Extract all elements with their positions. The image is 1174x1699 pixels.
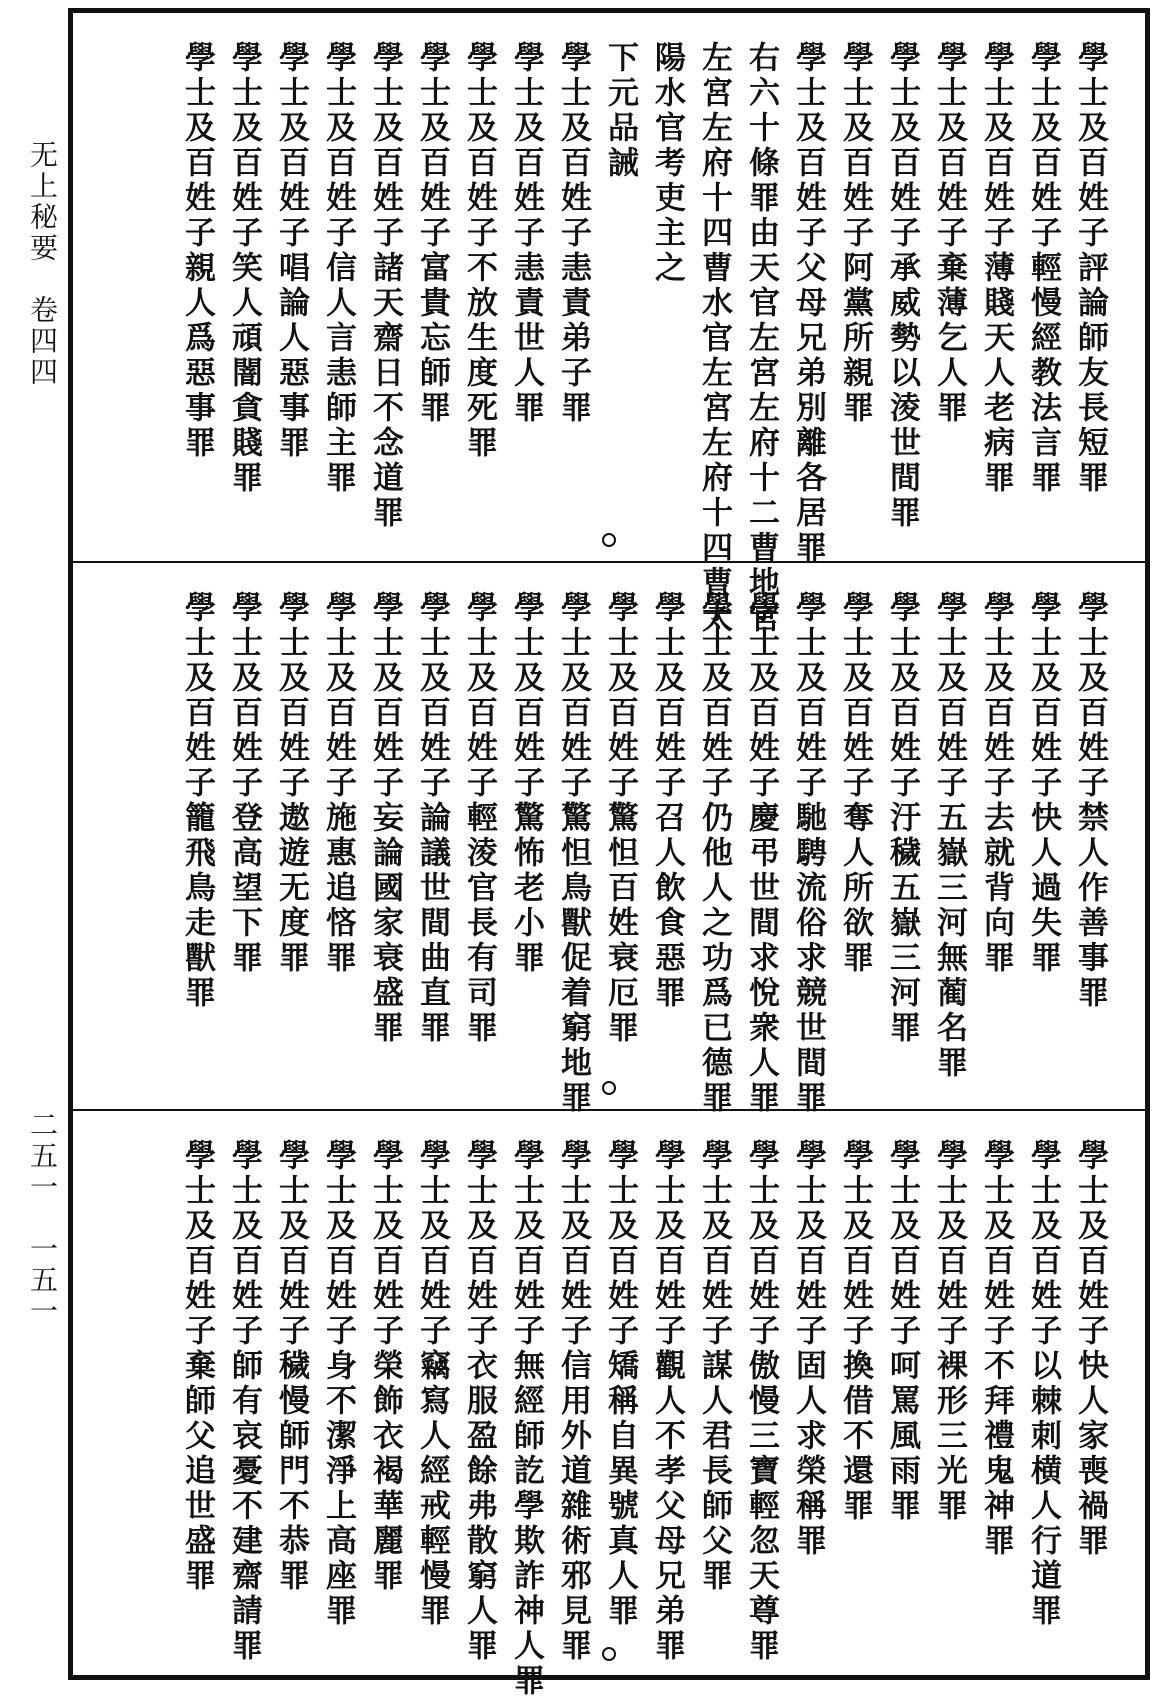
- text-column: 學士及百姓子驚怛百姓衰厄罪: [602, 591, 638, 1046]
- text-column: 學士及百姓子輕慢經教法言罪: [1025, 41, 1061, 496]
- text-column: 學士及百姓子榮飾衣褐華麗罪: [367, 1139, 403, 1594]
- page-frame: [68, 8, 1150, 1699]
- text-column: 學士及百姓子無經師訖學欺詐神人罪: [508, 1139, 544, 1699]
- text-column: 學士及百姓子禁人作善事罪: [1072, 591, 1108, 1011]
- text-column: 學士及百姓子阿黨所親罪: [837, 41, 873, 426]
- text-column: 學士及百姓子評論師友長短罪: [1072, 41, 1108, 496]
- text-column: 學士及百姓子恚責世人罪: [508, 41, 544, 426]
- circle-mark-icon: [602, 533, 616, 547]
- page-title: 无上秘要 卷四四: [26, 140, 59, 388]
- text-column: 學士及百姓子笑人頑闇貪賤罪: [226, 41, 262, 496]
- text-column: 學士及百姓子固人求榮稱罪: [790, 1139, 826, 1559]
- text-column: 學士及百姓子施惠追悋罪: [320, 591, 356, 976]
- text-column: 學士及百姓子諸天齋日不念道罪: [367, 41, 403, 531]
- text-column: 學士及百姓子不放生度死罪: [461, 41, 497, 461]
- text-block-upper: [73, 13, 1145, 636]
- text-column: 學士及百姓子矯稱自異號真人罪: [602, 1139, 638, 1629]
- text-column: 學士及百姓子輕淩官長有司罪: [461, 591, 497, 1046]
- text-column: 學士及百姓子恚責弟子罪: [555, 41, 591, 426]
- text-column: 學士及百姓子裸形三光罪: [931, 1139, 967, 1524]
- text-column: 學士及百姓子快人家喪禍罪: [1072, 1139, 1108, 1559]
- text-column: 學士及百姓子信用外道雜術邪見罪: [555, 1139, 591, 1664]
- text-column: 學士及百姓子五嶽三河無蔺名罪: [931, 591, 967, 1081]
- text-column: 學士及百姓子登高望下罪: [226, 591, 262, 976]
- text-column: 左宮左府十四曹水官左宮左府十四曹太: [696, 41, 732, 636]
- text-column: 學士及百姓子富貴忘師罪: [414, 41, 450, 426]
- text-column: 學士及百姓子親人爲惡事罪: [179, 41, 215, 461]
- text-column: 學士及百姓子換借不還罪: [837, 1139, 873, 1524]
- text-column: 學士及百姓子觀人不孝父母兄弟罪: [649, 1139, 685, 1664]
- text-column: 學士及百姓子妄論國家衰盛罪: [367, 591, 403, 1046]
- text-column: 學士及百姓子以棘刺横人行道罪: [1025, 1139, 1061, 1629]
- text-column: 學士及百姓子竊寫人經戒輕慢罪: [414, 1139, 450, 1629]
- text-column: 學士及百姓子棄師父追世盛罪: [179, 1139, 215, 1594]
- text-column: 學士及百姓子穢慢師門不恭罪: [273, 1139, 309, 1594]
- text-column: 陽水官考吏主之: [649, 41, 685, 286]
- text-column: 學士及百姓子奪人所欲罪: [837, 591, 873, 976]
- text-column: 學士及百姓子衣服盈餘弗散窮人罪: [461, 1139, 497, 1664]
- text-column: 學士及百姓子仍他人之功爲已德罪: [696, 591, 732, 1116]
- text-column: 學士及百姓子呵罵風雨罪: [884, 1139, 920, 1524]
- text-column: 學士及百姓子唱論人惡事罪: [273, 41, 309, 461]
- text-column: 學士及百姓子薄賤天人老病罪: [978, 41, 1014, 496]
- text-column: 學士及百姓子驚怖老小罪: [508, 591, 544, 976]
- text-column: 學士及百姓子棄薄乞人罪: [931, 41, 967, 426]
- text-column: 學士及百姓子信人言恚師主罪: [320, 41, 356, 496]
- text-column: 學士及百姓子慶弔世間求悅衆人罪: [743, 591, 779, 1116]
- text-column: 學士及百姓子驚怛鳥獸促着窮地罪: [555, 591, 591, 1116]
- text-column: 右六十條罪由天官左宮左府十二曹地官: [743, 41, 779, 636]
- text-column: 學士及百姓子汙穢五嶽三河罪: [884, 591, 920, 1046]
- page-number: 二五一 一五一: [26, 1110, 59, 1327]
- section-heading: 下元品誡: [602, 41, 638, 181]
- text-column: 學士及百姓子召人飲食惡罪: [649, 591, 685, 1011]
- text-column: 學士及百姓子去就背向罪: [978, 591, 1014, 976]
- text-column: 學士及百姓子師有哀憂不建齋請罪: [226, 1139, 262, 1664]
- column-group: [179, 1139, 1108, 1699]
- text-column: 學士及百姓子遨遊无度罪: [273, 591, 309, 976]
- text-column: 學士及百姓子馳騁流俗求競世間罪: [790, 591, 826, 1116]
- text-column: 學士及百姓子不拜禮鬼神罪: [978, 1139, 1014, 1559]
- text-column: 學士及百姓子籠飛鳥走獸罪: [179, 591, 215, 1011]
- circle-mark-icon: [602, 1647, 616, 1661]
- circle-mark-icon: [602, 1081, 616, 1095]
- text-block-lower: [73, 1109, 1145, 1699]
- text-block-middle: [73, 561, 1145, 1116]
- text-column: 學士及百姓子謀人君長師父罪: [696, 1139, 732, 1594]
- text-column: 學士及百姓子承威勢以淩世間罪: [884, 41, 920, 531]
- text-column: 學士及百姓子父母兄弟別離各居罪: [790, 41, 826, 566]
- column-group: [179, 41, 1108, 636]
- text-column: 學士及百姓子論議世間曲直罪: [414, 591, 450, 1046]
- column-group: [179, 591, 1108, 1116]
- text-column: 學士及百姓子快人過失罪: [1025, 591, 1061, 976]
- text-column: 學士及百姓子身不潔淨上高座罪: [320, 1139, 356, 1629]
- text-column: 學士及百姓子傲慢三寶輕忽天尊罪: [743, 1139, 779, 1664]
